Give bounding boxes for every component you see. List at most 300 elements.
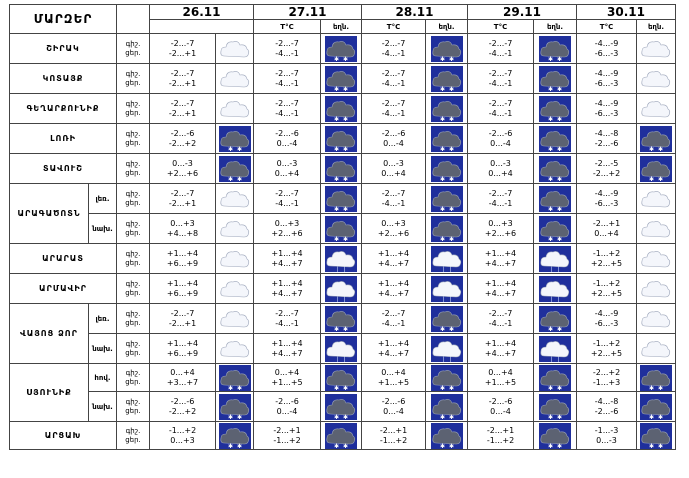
temperature-cell: [254, 392, 321, 422]
snow-icon: [431, 216, 463, 242]
weather-cell: [637, 274, 676, 304]
cloud-icon: [219, 276, 251, 302]
weather-cell: [637, 364, 676, 392]
region-name: ԱՐԱԳԱԾՈՏՆ: [10, 184, 89, 244]
svg-text:❘ ❘: ❘ ❘: [549, 355, 561, 362]
sub-header-blank: [150, 20, 254, 34]
svg-text:✱: ✱: [439, 325, 445, 332]
snow-icon: [219, 126, 251, 152]
date-header: 29.11: [468, 5, 577, 20]
svg-text:✱: ✱: [227, 175, 233, 182]
day-temp: +6...+9: [166, 258, 199, 268]
rain-icon: [325, 246, 357, 272]
weather-cell: [216, 64, 254, 94]
snow-icon: [219, 365, 251, 391]
svg-text:✱: ✱: [448, 413, 454, 420]
snow-icon: [539, 96, 571, 122]
night-temp: -1...+2: [168, 425, 197, 435]
weather-cell: [426, 244, 468, 274]
date-header: 26.11: [150, 5, 254, 20]
temperature-cell: [254, 184, 321, 214]
weather-icon: [539, 126, 571, 152]
weather-cell: [216, 124, 254, 154]
svg-text:✱: ✱: [227, 413, 233, 420]
cloud-icon: [640, 36, 672, 62]
night-temp: +1...+4: [484, 248, 517, 258]
night-label: գիշ.: [125, 189, 141, 198]
temperature-cell: [362, 334, 426, 364]
svg-text:✱: ✱: [334, 384, 340, 391]
svg-text:✱: ✱: [343, 413, 349, 420]
weather-icon: [431, 36, 463, 62]
snow-icon: [539, 186, 571, 212]
region-name: ՇԻՐԱԿ: [10, 34, 117, 64]
night-temp: -2...-7: [275, 308, 299, 318]
svg-text:✱: ✱: [439, 115, 445, 122]
svg-text:✱: ✱: [448, 384, 454, 391]
svg-text:✱: ✱: [548, 384, 554, 391]
temp-header: T°C: [468, 20, 534, 34]
svg-text:✱: ✱: [334, 145, 340, 152]
snow-icon: [640, 365, 672, 391]
svg-text:✱: ✱: [649, 145, 655, 152]
snow-icon: [539, 156, 571, 182]
night-label: գիշ.: [125, 309, 141, 318]
weather-icon: [325, 394, 357, 420]
day-temp: -2...+2: [168, 138, 197, 148]
weather-icon: [431, 276, 463, 302]
day-temp: -2...+2: [592, 168, 621, 178]
weather-cell: [321, 34, 362, 64]
temperature-cell: [150, 274, 216, 304]
svg-text:✱: ✱: [334, 55, 340, 62]
weather-cell: [426, 124, 468, 154]
temperature-cell: [150, 94, 216, 124]
svg-text:✱: ✱: [448, 442, 454, 449]
temperature-cell: [468, 94, 534, 124]
night-temp: +1...+4: [271, 278, 303, 288]
weather-icon: [640, 156, 672, 182]
weather-icon: [640, 66, 672, 92]
weather-cell: [426, 392, 468, 422]
temperature-cell: [577, 274, 637, 304]
weather-header: եղն.: [637, 20, 676, 34]
temperature-cell: [150, 64, 216, 94]
cloud-icon: [640, 276, 672, 302]
weather-cell: [216, 154, 254, 184]
weather-cell: [216, 34, 254, 64]
date-header: 30.11: [577, 5, 676, 20]
svg-text:✱: ✱: [439, 205, 445, 212]
cloud-icon: [640, 186, 672, 212]
temperature-cell: [577, 422, 637, 450]
night-temp: -2...-6: [381, 396, 406, 406]
subregion-name: լեռ.: [89, 304, 117, 334]
weather-icon: [325, 276, 357, 302]
table-row: [10, 422, 676, 450]
day-temp: +4...+7: [377, 348, 410, 358]
weather-icon: [431, 66, 463, 92]
svg-text:✱: ✱: [548, 85, 554, 92]
weather-cell: [534, 422, 577, 450]
svg-text:✱: ✱: [557, 235, 563, 242]
night-temp: -2...-7: [488, 308, 513, 318]
weather-cell: [637, 124, 676, 154]
night-temp: -2...-7: [275, 188, 299, 198]
weather-icon: [539, 276, 571, 302]
day-label: ցեր.: [125, 258, 141, 267]
day-temp: +6...+9: [166, 288, 199, 298]
weather-icon: [219, 394, 251, 420]
day-temp: +2...+5: [590, 348, 623, 358]
svg-text:✱: ✱: [343, 205, 349, 212]
snow-icon: [325, 306, 357, 332]
night-temp: -1...+2: [592, 338, 621, 348]
snow-icon: [431, 156, 463, 182]
night-temp: 0...+3: [170, 218, 195, 228]
day-night-label: [117, 214, 150, 244]
temperature-cell: [362, 392, 426, 422]
night-temp: 0...+3: [488, 218, 513, 228]
weather-cell: [426, 274, 468, 304]
svg-text:✱: ✱: [649, 413, 655, 420]
day-temp: +4...+7: [271, 288, 303, 298]
night-temp: -2...-6: [170, 396, 195, 406]
svg-text:✱: ✱: [557, 145, 563, 152]
day-label: ցեր.: [125, 48, 141, 57]
weather-cell: [637, 184, 676, 214]
svg-text:✱: ✱: [334, 85, 340, 92]
weather-cell: [426, 154, 468, 184]
table-row: [10, 154, 676, 184]
svg-text:✱: ✱: [334, 325, 340, 332]
night-temp: -2...-7: [488, 98, 513, 108]
region-name: ԱՐՄԱՎԻՐ: [10, 274, 117, 304]
snow-icon: [219, 394, 251, 420]
region-name: ԱՐՑԱԽ: [10, 422, 117, 450]
weather-icon: [325, 336, 357, 362]
svg-text:❘ ❘: ❘ ❘: [335, 265, 347, 272]
table-row: [10, 274, 676, 304]
day-night-label: [117, 154, 150, 184]
weather-icon: [431, 306, 463, 332]
weather-cell: [534, 34, 577, 64]
night-temp: 0...+3: [381, 218, 406, 228]
day-temp: -1...+2: [379, 435, 408, 445]
svg-text:✱: ✱: [343, 115, 349, 122]
weather-header: եղն.: [534, 20, 577, 34]
night-label: գիշ.: [125, 39, 141, 48]
svg-text:✱: ✱: [343, 442, 349, 449]
snow-icon: [219, 156, 251, 182]
weather-cell: [426, 94, 468, 124]
day-temp: -2...+1: [168, 198, 197, 208]
weather-cell: [534, 334, 577, 364]
day-night-label: [117, 184, 150, 214]
temp-header: T°C: [577, 20, 637, 34]
weather-icon: [640, 216, 672, 242]
weather-cell: [216, 94, 254, 124]
svg-text:✱: ✱: [557, 55, 563, 62]
weather-icon: [219, 216, 251, 242]
rain-icon: [325, 276, 357, 302]
day-temp: +1...+5: [377, 377, 410, 387]
cloud-icon: [219, 66, 251, 92]
day-temp: -4...-1: [275, 198, 299, 208]
day-temp: 0...-4: [276, 138, 298, 148]
day-temp: -6...-3: [594, 78, 619, 88]
temperature-cell: [468, 334, 534, 364]
temperature-cell: [254, 244, 321, 274]
night-temp: -2...-6: [275, 396, 299, 406]
temperature-cell: [577, 64, 637, 94]
day-temp: +2...+5: [590, 258, 623, 268]
day-temp: -4...-1: [381, 48, 406, 58]
day-temp: +4...+7: [484, 348, 517, 358]
snow-icon: [539, 66, 571, 92]
subregion-name: նախ.: [89, 392, 117, 422]
night-temp: -2...-7: [170, 68, 195, 78]
temp-header: T°C: [254, 20, 321, 34]
weather-icon: [431, 394, 463, 420]
region-name: ՎԱՅՈՑ ՁՈՐ: [10, 304, 89, 364]
temperature-cell: [577, 304, 637, 334]
temperature-cell: [254, 94, 321, 124]
weather-icon: [325, 365, 357, 391]
snow-icon: [325, 423, 357, 449]
day-temp: 0...-4: [383, 406, 404, 416]
snow-icon: [431, 423, 463, 449]
rain-icon: [539, 276, 571, 302]
day-temp: +1...+5: [271, 377, 303, 387]
weather-icon: [325, 36, 357, 62]
weather-icon: [640, 96, 672, 122]
snow-icon: [325, 365, 357, 391]
snow-icon: [219, 423, 251, 449]
svg-text:✱: ✱: [439, 413, 445, 420]
svg-text:✱: ✱: [557, 85, 563, 92]
weather-cell: [216, 364, 254, 392]
temperature-cell: [468, 392, 534, 422]
weather-cell: [321, 184, 362, 214]
day-temp: -2...-6: [594, 406, 619, 416]
svg-text:❘ ❘: ❘ ❘: [440, 355, 453, 362]
svg-text:✱: ✱: [548, 325, 554, 332]
snow-icon: [325, 394, 357, 420]
subregion-name: նախ.: [89, 334, 117, 364]
weather-icon: [640, 276, 672, 302]
temp-header: T°C: [362, 20, 426, 34]
weather-cell: [637, 214, 676, 244]
weather-cell: [637, 94, 676, 124]
weather-cell: [637, 392, 676, 422]
night-temp: -2...-6: [488, 128, 513, 138]
table-row: [10, 34, 676, 64]
weather-cell: [534, 64, 577, 94]
night-temp: -2...-7: [488, 188, 513, 198]
weather-icon: [325, 246, 357, 272]
svg-text:❘ ❘: ❘ ❘: [549, 295, 561, 302]
night-temp: -2...-7: [488, 38, 513, 48]
weather-cell: [426, 304, 468, 334]
weather-icon: [431, 216, 463, 242]
weather-icon: [640, 186, 672, 212]
day-temp: -2...+1: [168, 318, 197, 328]
night-temp: 0...-3: [490, 158, 511, 168]
weather-cell: [321, 64, 362, 94]
temperature-cell: [577, 184, 637, 214]
region-name: ՏԱՎՈՒՇ: [10, 154, 117, 184]
weather-icon: [539, 394, 571, 420]
temperature-cell: [150, 184, 216, 214]
temperature-cell: [468, 274, 534, 304]
day-label: ցեր.: [125, 198, 141, 207]
snow-icon: [431, 186, 463, 212]
rain-icon: [325, 336, 357, 362]
svg-text:✱: ✱: [343, 145, 349, 152]
night-temp: -4...-9: [594, 98, 619, 108]
svg-text:✱: ✱: [343, 55, 349, 62]
temperature-cell: [150, 422, 216, 450]
snow-icon: [640, 423, 672, 449]
weather-icon: [640, 246, 672, 272]
weather-icon: [325, 66, 357, 92]
day-temp: 0...-4: [383, 138, 404, 148]
day-temp: -4...-1: [381, 198, 406, 208]
weather-icon: [640, 306, 672, 332]
svg-text:✱: ✱: [548, 205, 554, 212]
day-temp: +4...+7: [484, 258, 517, 268]
temperature-cell: [468, 184, 534, 214]
svg-text:❘ ❘: ❘ ❘: [440, 295, 453, 302]
temperature-cell: [150, 124, 216, 154]
table-row: [10, 124, 676, 154]
weather-cell: [216, 334, 254, 364]
night-label: գիշ.: [125, 279, 141, 288]
snow-icon: [640, 394, 672, 420]
snow-icon: [539, 36, 571, 62]
cloud-icon: [640, 306, 672, 332]
temperature-cell: [362, 364, 426, 392]
day-temp: 0...+4: [594, 228, 619, 238]
svg-text:✱: ✱: [548, 413, 554, 420]
temperature-cell: [150, 392, 216, 422]
svg-text:✱: ✱: [548, 145, 554, 152]
night-temp: -2...-7: [381, 38, 406, 48]
day-temp: +1...+5: [484, 377, 517, 387]
region-name: ՍՅՈՒՆԻՔ: [10, 364, 89, 422]
day-temp: 0...-4: [276, 406, 298, 416]
temperature-cell: [254, 154, 321, 184]
region-name: ԼՈՌԻ: [10, 124, 117, 154]
night-temp: 0...+3: [274, 218, 300, 228]
weather-icon: [539, 336, 571, 362]
svg-text:✱: ✱: [557, 384, 563, 391]
night-temp: -2...-7: [275, 38, 299, 48]
temperature-cell: [362, 304, 426, 334]
night-temp: +1...+4: [484, 278, 517, 288]
day-night-label: [117, 244, 150, 274]
snow-icon: [640, 126, 672, 152]
weather-cell: [534, 364, 577, 392]
night-temp: -2...-7: [170, 308, 195, 318]
snow-icon: [431, 394, 463, 420]
svg-text:✱: ✱: [557, 175, 563, 182]
day-temp: -4...-1: [488, 78, 513, 88]
weather-icon: [640, 336, 672, 362]
weather-cell: [321, 422, 362, 450]
day-temp: -4...-1: [275, 318, 299, 328]
day-temp: 0...-4: [490, 138, 511, 148]
snow-icon: [539, 126, 571, 152]
cloud-icon: [219, 36, 251, 62]
temperature-cell: [150, 244, 216, 274]
weather-cell: [321, 304, 362, 334]
weather-cell: [216, 392, 254, 422]
day-temp: -2...-6: [594, 138, 619, 148]
night-temp: -4...-9: [594, 188, 619, 198]
day-night-label: [117, 334, 150, 364]
night-label: գիշ.: [125, 219, 141, 228]
weather-icon: [539, 216, 571, 242]
svg-text:✱: ✱: [448, 235, 454, 242]
svg-text:✱: ✱: [448, 115, 454, 122]
night-temp: -2...-7: [381, 308, 406, 318]
night-temp: -2...-6: [381, 128, 406, 138]
temperature-cell: [254, 34, 321, 64]
weather-icon: [539, 156, 571, 182]
temperature-cell: [362, 184, 426, 214]
day-night-label: [117, 422, 150, 450]
weather-icon: [219, 306, 251, 332]
svg-text:✱: ✱: [649, 442, 655, 449]
temperature-cell: [468, 244, 534, 274]
svg-text:✱: ✱: [649, 384, 655, 391]
day-temp: +4...+7: [484, 288, 517, 298]
day-night-label: [117, 94, 150, 124]
svg-text:✱: ✱: [334, 175, 340, 182]
day-label: ցեր.: [125, 228, 141, 237]
day-temp: +6...+9: [166, 348, 199, 358]
weather-icon: [431, 246, 463, 272]
svg-text:✱: ✱: [557, 115, 563, 122]
temperature-cell: [362, 124, 426, 154]
day-temp: 0...+4: [274, 168, 300, 178]
subregion-name: նախ.: [89, 214, 117, 244]
night-temp: -4...-9: [594, 308, 619, 318]
weather-icon: [219, 246, 251, 272]
weather-icon: [325, 423, 357, 449]
weather-cell: [426, 34, 468, 64]
weather-icon: [219, 365, 251, 391]
weather-cell: [426, 422, 468, 450]
weather-icon: [431, 96, 463, 122]
day-temp: -4...-1: [381, 108, 406, 118]
night-temp: +1...+4: [377, 278, 410, 288]
temperature-cell: [577, 154, 637, 184]
day-temp: -1...+2: [273, 435, 301, 445]
day-night-label: [117, 274, 150, 304]
day-night-label: [117, 124, 150, 154]
temperature-cell: [362, 94, 426, 124]
night-temp: +1...+4: [271, 338, 303, 348]
svg-text:✱: ✱: [548, 442, 554, 449]
weather-cell: [321, 124, 362, 154]
weather-icon: [219, 336, 251, 362]
night-temp: -4...-8: [594, 396, 619, 406]
svg-text:✱: ✱: [334, 442, 340, 449]
svg-text:❘ ❘: ❘ ❘: [549, 265, 561, 272]
